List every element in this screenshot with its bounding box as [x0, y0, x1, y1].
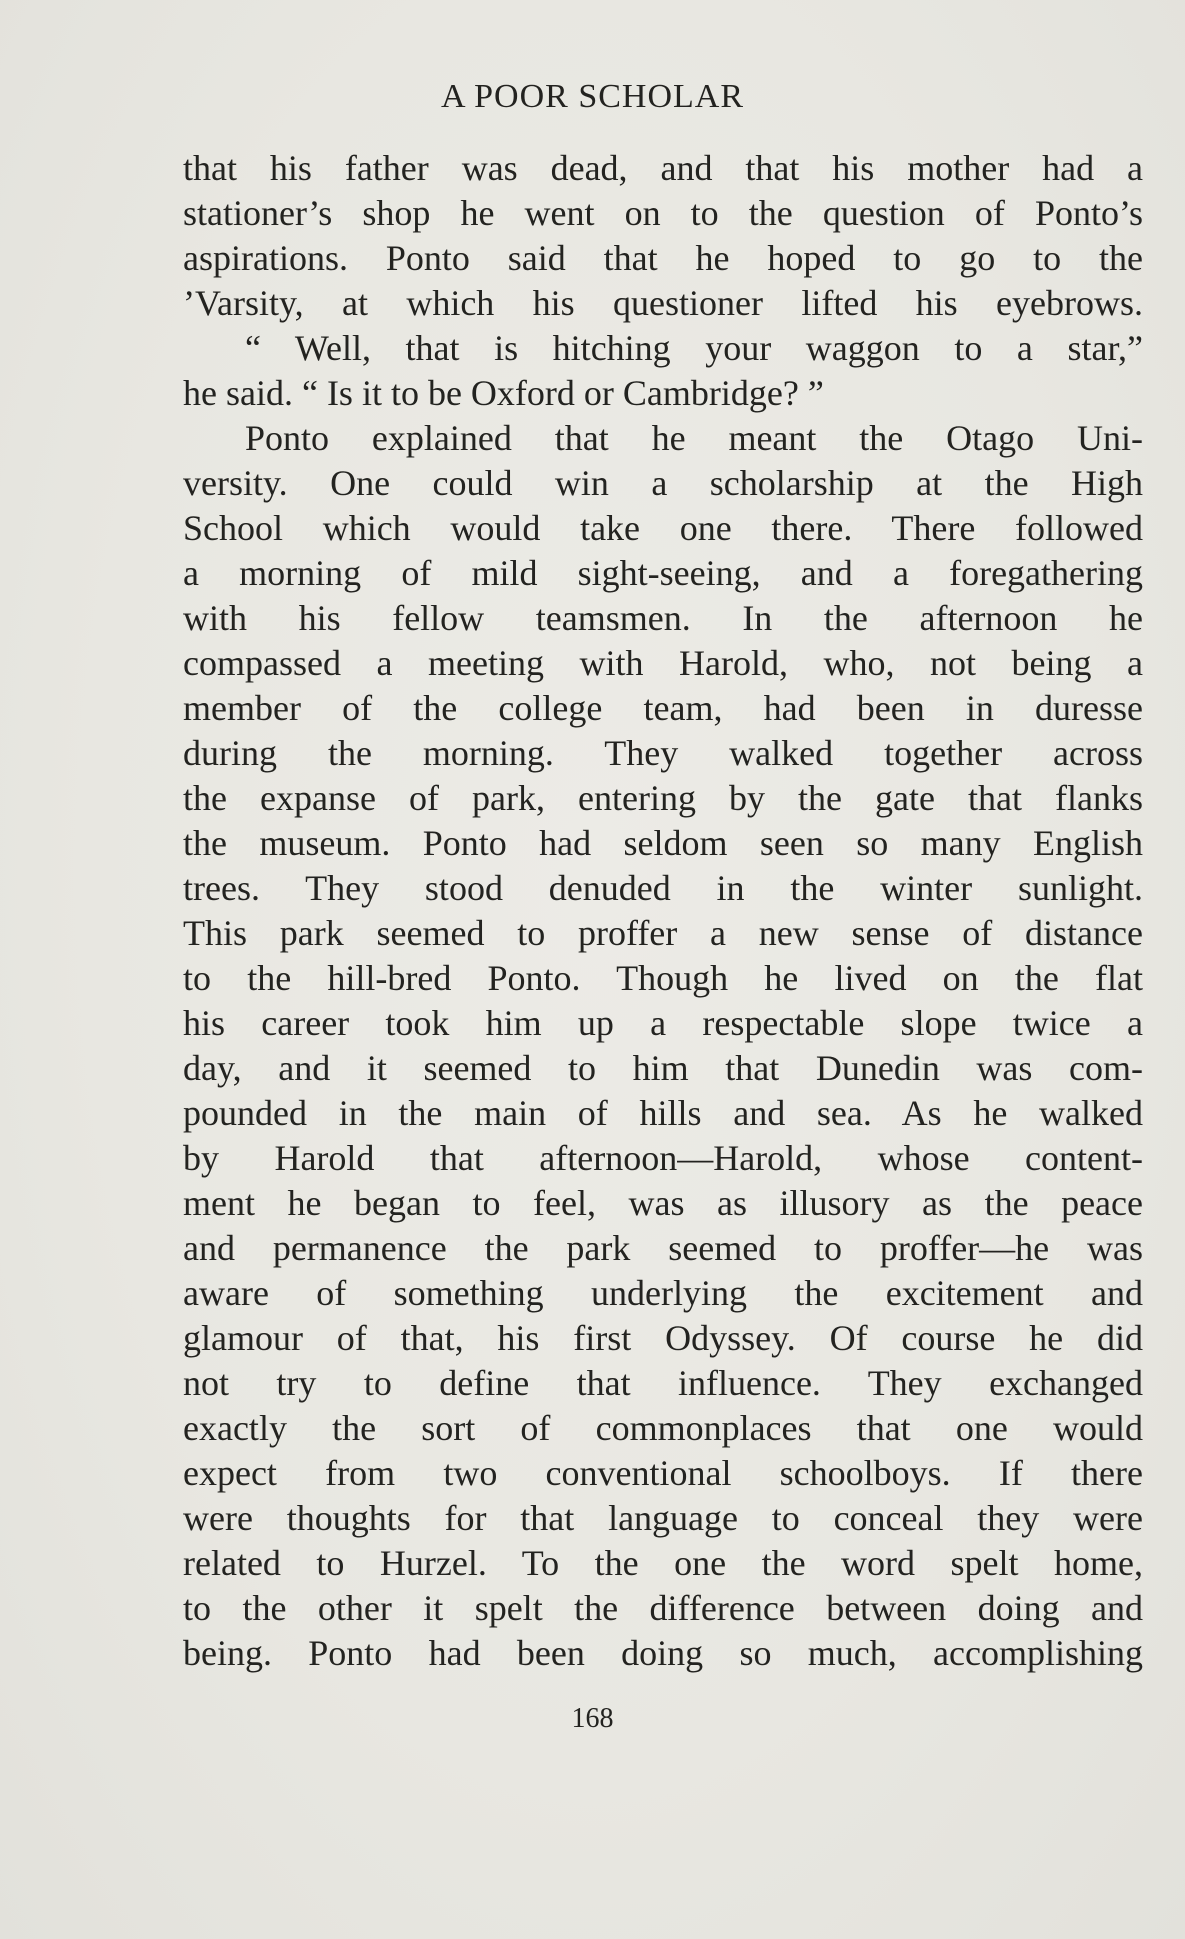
text-line: ment he began to feel, was as illusory as the peace: [183, 1183, 1143, 1223]
text-line: during the morning. They walked together across: [183, 733, 1143, 773]
text-line: being. Ponto had been doing so much, accomplishing: [183, 1633, 1143, 1673]
text-line: the expanse of park, entering by the gate that flanks: [183, 778, 1143, 818]
text-line: trees. They stood denuded in the winter sunlight.: [183, 868, 1143, 908]
text-line: School which would take one there. There followed: [183, 508, 1143, 548]
text-line: not try to define that influence. They exchanged: [183, 1363, 1143, 1403]
text-line: to the other it spelt the difference between doing and: [183, 1588, 1143, 1628]
text-line: Ponto explained that he meant the Otago Uni-: [245, 418, 1143, 458]
text-line: stationer’s shop he went on to the question of Ponto’s: [183, 193, 1143, 233]
text-line: glamour of that, his first Odyssey. Of course he did: [183, 1318, 1143, 1358]
text-line: “ Well, that is hitching your waggon to a star,”: [245, 328, 1143, 368]
text-line: a morning of mild sight-seeing, and a foregathering: [183, 553, 1143, 593]
text-line: aware of something underlying the excitement and: [183, 1273, 1143, 1313]
text-line: pounded in the main of hills and sea. As he walked: [183, 1093, 1143, 1133]
text-line: with his fellow teamsmen. In the afternoon he: [183, 598, 1143, 638]
text-line: his career took him up a respectable slope twice a: [183, 1003, 1143, 1043]
text-line: the museum. Ponto had seldom seen so many English: [183, 823, 1143, 863]
body-text: [183, 146, 1143, 1676]
text-line: aspirations. Ponto said that he hoped to go to the: [183, 238, 1143, 278]
text-line: exactly the sort of commonplaces that one would: [183, 1408, 1143, 1448]
text-line: and permanence the park seemed to proffer—he was: [183, 1228, 1143, 1268]
text-line: expect from two conventional schoolboys. If there: [183, 1453, 1143, 1493]
text-line: compassed a meeting with Harold, who, not being a: [183, 643, 1143, 683]
text-line: This park seemed to proffer a new sense of distance: [183, 913, 1143, 953]
text-line: member of the college team, had been in duresse: [183, 688, 1143, 728]
running-title: A POOR SCHOLAR: [440, 78, 745, 115]
text-line: day, and it seemed to him that Dunedin was com-: [183, 1048, 1143, 1088]
text-line: that his father was dead, and that his mother had a: [183, 148, 1143, 188]
text-line: versity. One could win a scholarship at the High: [183, 463, 1143, 503]
page-number: 168: [571, 1703, 614, 1734]
text-line: ’Varsity, at which his questioner lifted his eyebrows.: [183, 283, 1143, 323]
text-line: related to Hurzel. To the one the word spelt home,: [183, 1543, 1143, 1583]
text-line: he said. “ Is it to be Oxford or Cambridge? ”: [183, 373, 824, 413]
text-line: to the hill-bred Ponto. Though he lived on the flat: [183, 958, 1143, 998]
text-line: by Harold that afternoon—Harold, whose content-: [183, 1138, 1143, 1178]
text-line: were thoughts for that language to conceal they were: [183, 1498, 1143, 1538]
